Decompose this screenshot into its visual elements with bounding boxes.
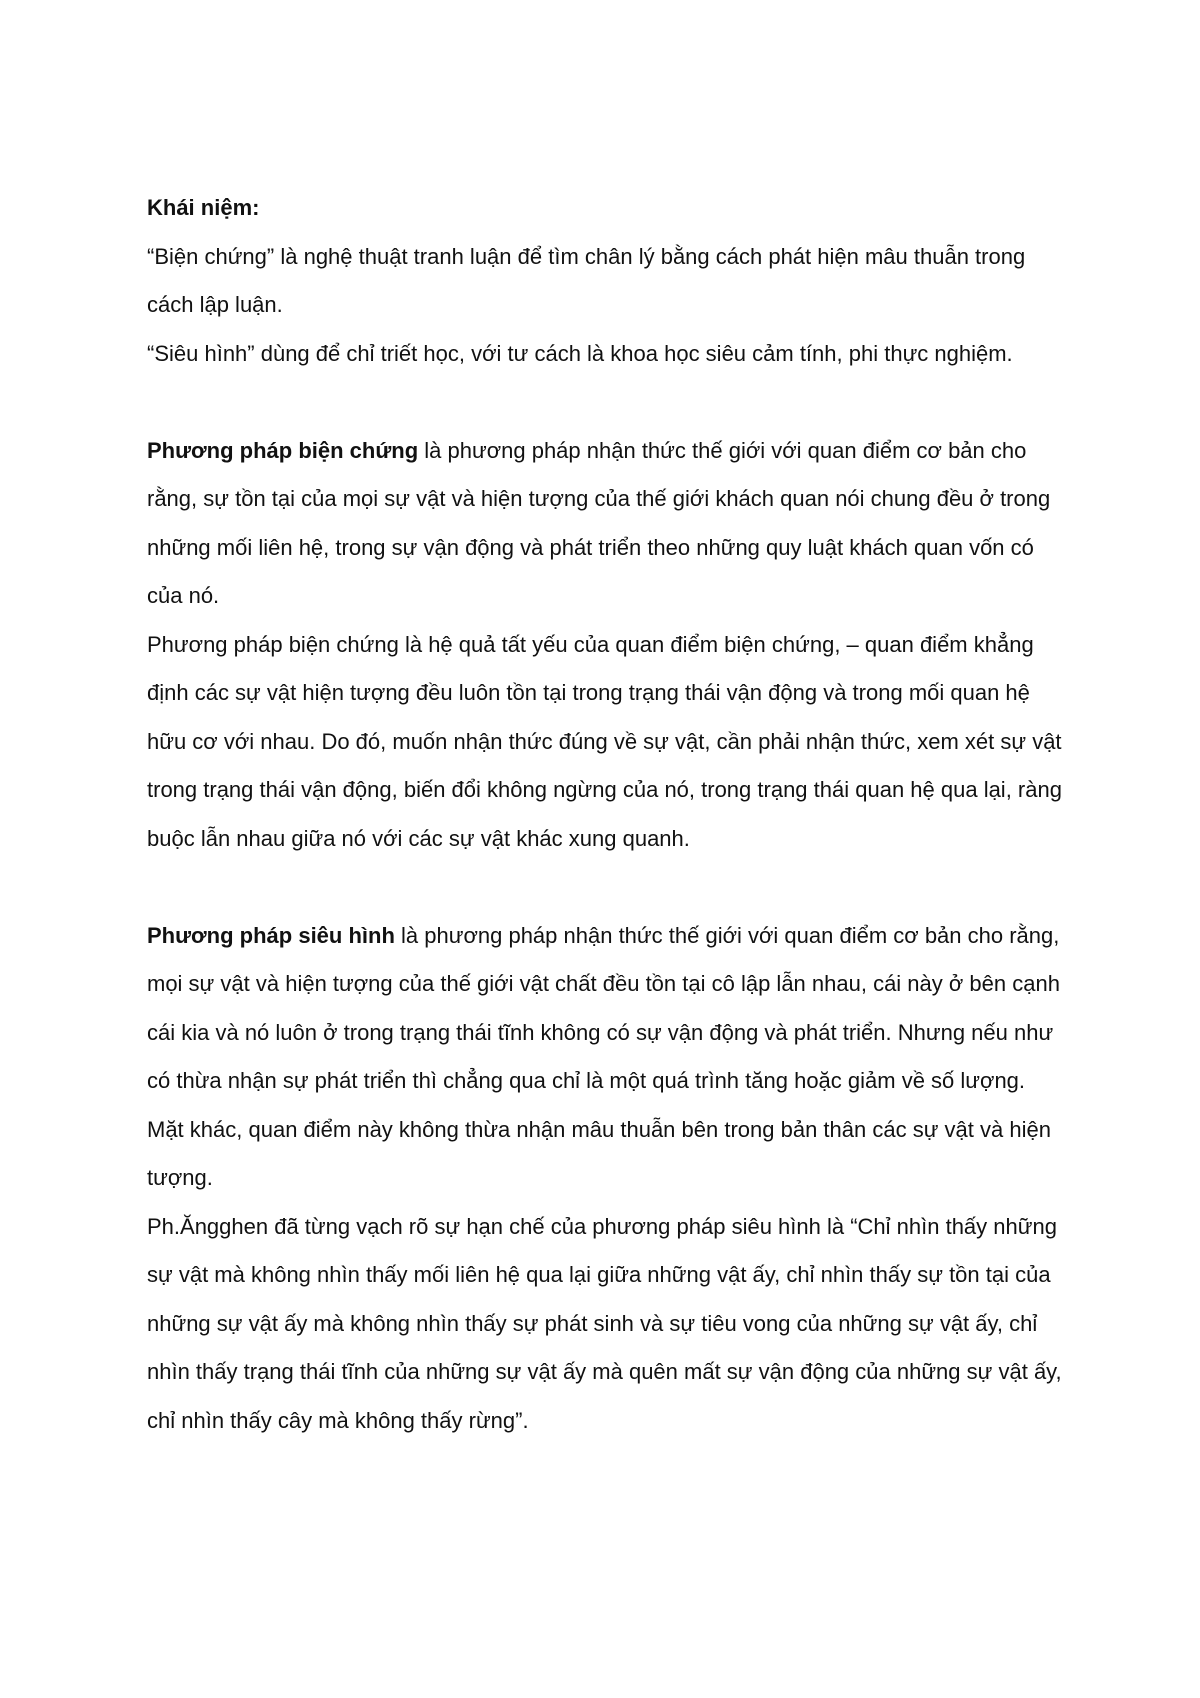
dialectical-method-paragraph [147,427,1062,621]
dialectical-method-definition: là phương pháp nhận thức thế giới với quan điểm cơ bản cho rằng, sự tồn tại của mọi sự vật và hiện tượng của thế giới khách quan nói chung đều ở trong những mối liên hệ, trong sự vận động và phát triển theo những quy luật khách quan vốn có của nó. [147,437,1051,608]
metaphysical-method-paragraph [147,912,1062,1203]
metaphysical-method-term: Phương pháp siêu hình [147,922,395,948]
engels-quote-paragraph: Ph.Ăngghen đã từng vạch rõ sự hạn chế của phương pháp siêu hình là “Chỉ nhìn thấy những sự vật mà không nhìn thấy mối liên hệ qua lại giữa những vật ấy, chỉ nhìn thấy sự tồn tại của những sự vật ấy mà không nhìn thấy sự phát sinh và sự tiêu vong của những sự vật ấy, chỉ nhìn thấy trạng thái tĩnh của những sự vật ấy mà quên mất sự vận động của những sự vật ấy, chỉ nhìn thấy cây mà không thấy rừng”. [147,1213,1062,1433]
paragraph-gap [147,863,1062,912]
dialectical-method-term: Phương pháp biện chứng [147,437,419,463]
metaphysical-method-definition: là phương pháp nhận thức thế giới với quan điểm cơ bản cho rằng, mọi sự vật và hiện tượng của thế giới vật chất đều tồn tại cô lập lẫn nhau, cái này ở bên cạnh cái kia và nó luôn ở trong trạng thái tĩnh không có sự vận động và phát triển. Nhưng nếu như có thừa nhận sự phát triển thì chẳng qua chỉ là một quá trình tăng hoặc giảm về số lượng. Mặt khác, quan điểm này không thừa nhận mâu thuẫn bên trong bản thân các sự vật và hiện tượng. [147,922,1060,1190]
document-body [147,184,1062,1445]
dialectics-definition: “Biện chứng” là nghệ thuật tranh luận để tìm chân lý bằng cách phát hiện mâu thuẫn trong cách lập luận. [147,243,1026,317]
paragraph-gap [147,378,1062,427]
concept-heading: Khái niệm: [147,195,260,220]
metaphysics-definition: “Siêu hình” dùng để chỉ triết học, với tư cách là khoa học siêu cảm tính, phi thực nghiệm. [147,340,1013,366]
dialectical-method-explanation: Phương pháp biện chứng là hệ quả tất yếu của quan điểm biện chứng, – quan điểm khẳng định các sự vật hiện tượng đều luôn tồn tại trong trạng thái vận động và trong mối quan hệ hữu cơ với nhau. Do đó, muốn nhận thức đúng về sự vật, cần phải nhận thức, xem xét sự vật trong trạng thái vận động, biến đổi không ngừng của nó, trong trạng thái quan hệ qua lại, ràng buộc lẫn nhau giữa nó với các sự vật khác xung quanh. [147,631,1062,851]
